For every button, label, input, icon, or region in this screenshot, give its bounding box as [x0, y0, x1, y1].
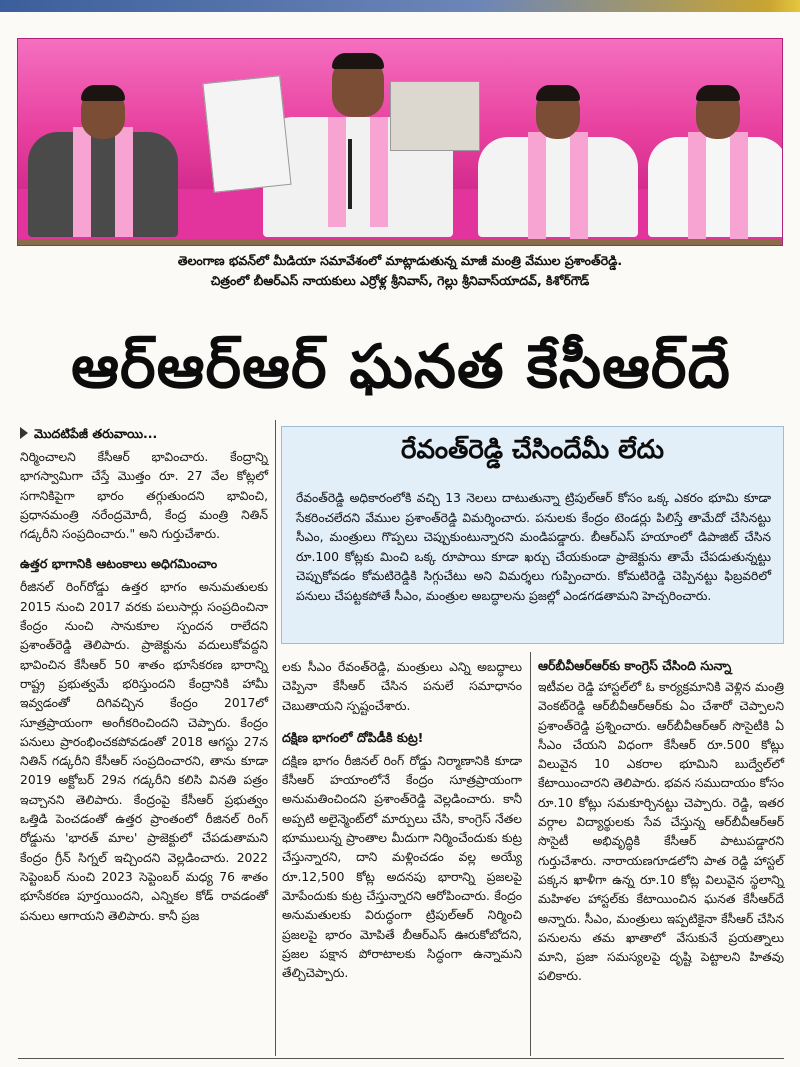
person-left — [28, 87, 178, 237]
column-divider-left — [275, 420, 276, 1056]
left-subhead: ఉత్తర భాగానికి ఆటంకాలు అధిగమించాం — [20, 556, 218, 572]
desk-edge — [18, 239, 782, 246]
left-column — [20, 448, 268, 926]
left-para-1: నిర్మించాలని కేసీఆర్ భావించారు. కేంద్రాన్ని భాగస్వామిగా చేస్తే మొత్తం రూ. 27 వేల కోట్లలో సగానికిపైగా భారం తగ్గుతుందని భావించి, ప్రధానమంత్రి నరేంద్రమోదీ, కేంద్ర మంత్రి నితిన్ గడ్కరీని సంప్రదించారు." అని గుర్తుచేశారు. — [20, 450, 268, 542]
continued-label: మొదటిపేజీ తరువాయి... — [20, 426, 157, 445]
bottom-rule — [18, 1058, 784, 1059]
left-para-2: రీజినల్ రింగ్‌రోడ్డు ఉత్తర భాగం అనుమతులకు 2015 నుంచి 2017 వరకు పలుసార్లు సంప్రదించినా కేంద్రం నుంచి సానుకూల స్పందన రాలేదని ప్రశాంత్‌రెడ్డి తెలిపారు. ప్రాజెక్టును వదులుకోవద్దని భావించిన కేసీఆర్ 50 శాతం భూసేకరణ భారాన్ని రాష్ట్ర ప్రభుత్వమే భరిస్తుందని కేంద్రానికి హామీ ఇవ్వడంతో దిగివచ్చిన కేంద్రం 2017లో సూత్రప్రాయంగా అంగీకరించిందని చెప్పారు. కేంద్రం పనులు ప్రారంభించకపోవడంతో 2018 ఆగస్టు 27న నితిన్ గడ్కరీని కేసీఆర్ సంప్రదించారని, తాను కూడా 2019 అక్టోబర్ 29న గడ్కరీని కలిసి వినతి పత్రం ఇచ్చానని తెలిపారు. కేంద్రంపై కేసీఆర్ ప్రభుత్వం ఒత్తిడి పెంచడంతో ఉత్తర ప్రాంతంలో రీజినల్ రింగ్ రోడ్డును 'భారత్ మాల' ప్రాజెక్టులో చేపడుతామని కేంద్రం గ్రీన్ సిగ్నల్ ఇచ్చిందని వెల్లడించారు. 2022 సెప్టెంబర్ నుంచి 2023 సెప్టెంబర్ మధ్య 76 శాతం భూసేకరణ పూర్తయిందని, ఎన్నికల కోడ్ రావడంతో పనులు ఆగాయని తెలిపారు. కానీ ప్రజ — [20, 580, 268, 923]
headline: ఆర్‌ఆర్‌ఆర్ ఘనత కేసీఆర్‌దే — [71, 332, 731, 402]
box-title: రేవంత్‌రెడ్డి చేసిందేమీ లేదు — [401, 435, 664, 465]
held-photo-right — [390, 81, 480, 151]
top-color-strip — [0, 0, 800, 12]
right-para-1: ఇటీవల రెడ్డి హాస్టల్‌లో ఓ కార్యక్రమానికి వెళ్లిన మంత్రి వెంకట్‌రెడ్డి ఆర్‌బీవీఆర్‌ఆర్‌కు ఏం చేశారో చెప్పాలని ప్రశాంత్‌రెడ్డి ప్రశ్నించారు. ఆర్‌బీవీఆర్‌ఆర్ సొసైటీకి ఏ సీఎం చేయని విధంగా కేసీఆర్ రూ.500 కోట్లు విలువైన 10 ఎకరాల భూమిని బుద్వేల్‌లో కేటాయించారని తెలిపారు. భవన సముదాయం కోసం రూ.10 కోట్లు సమకూర్చినట్టు చెప్పారు. రెడ్డి, ఇతర వర్గాల విద్యార్థులకు సేవ చేస్తున్న ఆర్‌బీవీఆర్‌ఆర్ సొసైటీ అభివృద్ధికి కేసీఆర్ పాటుపడ్డారని గుర్తుచేశారు. నారాయణగూడలోని పాత రెడ్డి హాస్టల్ పక్కన ఖాళీగా ఉన్న రూ.10 కోట్ల విలువైన స్థలాన్ని మహిళల హాస్టల్‌కు కేటాయించిన ఘనత కేసీఆర్‌దే అన్నారు. సీఎం, మంత్రులు ఇప్పటికైనా కేసీఆర్ చేసిన పనులను తమ ఖాతాలో వేసుకునే ప్రయత్నాలు మాని, ప్రజా సమస్యలపై దృష్టి పెట్టాలని హితవు పలికారు. — [538, 680, 784, 984]
person-right — [648, 87, 783, 237]
middle-para-1: లకు సీఎం రేవంత్‌రెడ్డి, మంత్రులు ఎన్ని అబద్ధాలు చెప్పినా కేసీఆర్ చేసిన పనులే సమాధానం చెబుతాయని స్పష్టంచేశారు. — [282, 660, 522, 713]
photo-caption-line2: చిత్రంలో బీఆర్‌ఎస్ నాయకులు ఎర్రోళ్ల శ్రీనివాస్, గెల్లు శ్రీనివాస్‌యాదవ్, కిశోర్‌గౌడ్ — [210, 273, 590, 288]
right-subhead: ఆర్‌బీవీఆర్‌ఆర్‌కు కాంగ్రెస్ చేసింది సున్నా — [538, 658, 732, 673]
middle-column — [282, 658, 522, 983]
middle-subhead: దక్షిణ భాగంలో దోపిడీకి కుట్ర! — [282, 729, 424, 745]
microphone — [348, 139, 352, 209]
photo-caption-line1: తెలంగాణ భవన్‌లో మీడియా సమావేశంలో మాట్లాడుతున్న మాజీ మంత్రి వేముల ప్రశాంత్‌రెడ్డి. — [177, 253, 623, 268]
box-body: రేవంత్‌రెడ్డి అధికారంలోకి వచ్చి 13 నెలలు దాటుతున్నా ట్రిపుల్‌ఆర్ కోసం ఒక్క ఎకరం భూమి కూడా సేకరించలేదని వేముల ప్రశాంత్‌రెడ్డి విమర్శించారు. పనులకు కేంద్రం టెండర్లు పిలిస్తే తామేదో చేసినట్టు సీఎం, మంత్రులు గొప్పలు చెప్పుకుంటున్నారని మండిపడ్డారు. బీఆర్‌ఎస్ హయాంలో డిపాజిట్ చేసిన రూ.100 కోట్లకు మించి ఒక్క రూపాయి కూడా ఖర్చు చేయకుండా ప్రాజెక్టును తామే చేపడుతున్నట్టు చెప్పుకోవడం కోమటిరెడ్డికి సిగ్గుచేటు అని విమర్శలు గుప్పించారు. కోమటిరెడ్డి చెప్పినట్టు ఫిబ్రవరిలో పనులు చేపట్టకపోతే సీఎం, మంత్రుల అబద్ధాలను ప్రజల్లో ఎండగడతామని హెచ్చరించారు. — [296, 491, 771, 603]
middle-para-2: దక్షిణ భాగం రీజినల్ రింగ్ రోడ్డు నిర్మాణానికి కూడా కేసీఆర్ హయాంలోనే కేంద్రం సూత్రప్రాయంగా అనుమతించిందని ప్రశాంత్‌రెడ్డి వెల్లడించారు. కానీ అప్పటి అలైన్మెంట్‌లో మార్పులు చేసి, కాంగ్రెస్ నేతల భూములున్న ప్రాంతాల మీదుగా నిర్మించేందుకు కుట్ర చేస్తున్నారని, దాని మళ్లించడం వల్ల అయ్యే రూ.12,500 కోట్ల అదనపు భారాన్ని ప్రజలపై మోపేందుకు కుట్ర చేస్తున్నారని ఆరోపించారు. కేంద్రం అనుమతులకు విరుద్ధంగా ట్రిపుల్‌ఆర్ నిర్మించి ప్రజలపై భారం మోపితే బీఆర్‌ఎస్ ఊరుకోబోదని, ప్రజల పక్షాన పోరాటాలకు సిద్ధంగా ఉన్నామని తేల్చిచెప్పారు. — [282, 753, 522, 981]
triangle-bullet-icon — [20, 427, 28, 439]
column-divider-right — [530, 652, 531, 1056]
person-third — [478, 87, 638, 237]
news-photo — [17, 38, 783, 246]
right-column — [538, 656, 784, 987]
sidebar-box — [281, 426, 784, 644]
held-newspaper-left — [202, 75, 291, 193]
